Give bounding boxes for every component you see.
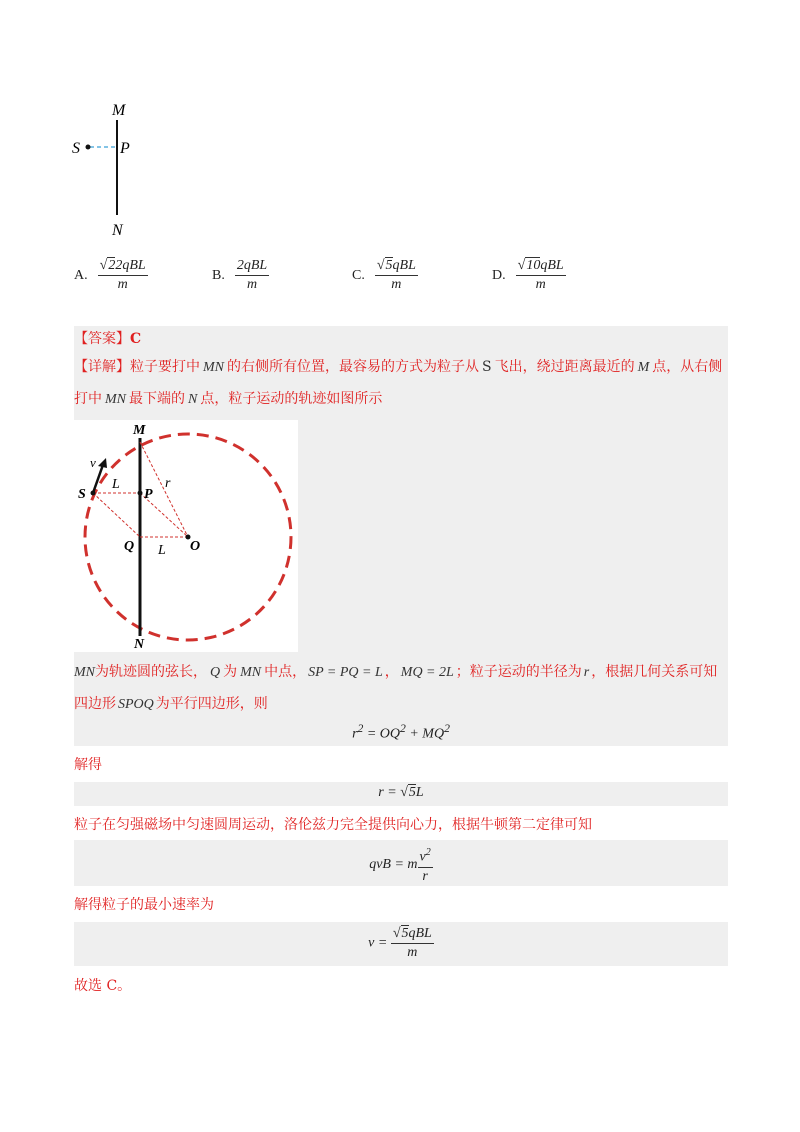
detail-line-2: 打中 MN 最下端的 N 点，粒子运动的轨迹如图所示	[74, 391, 383, 407]
label-s: S	[72, 140, 80, 157]
equation-r-squared: $r^2 = OQ^2 + MQ^2$	[352, 722, 450, 742]
solve-label-2: 解得粒子的最小速率为	[74, 897, 214, 913]
trajectory-diagram	[74, 420, 298, 652]
diagram-label-l1: L	[112, 477, 120, 492]
detail-tag: 【详解】	[74, 359, 130, 375]
diagram-label-q: Q	[124, 539, 135, 554]
option-a	[74, 258, 148, 293]
option-b-fraction: $\frac{\text{2qBL}}{m}$	[236, 258, 268, 292]
diagram-label-m: M	[133, 423, 146, 438]
equation-r: r = √5L	[378, 785, 424, 800]
label-p: P	[120, 140, 130, 157]
velocity-arrowhead	[98, 458, 107, 468]
explain-line-1: MN为轨迹圆的弦长， Q 为 MN 中点， SP = PQ = L ， MQ = 2L ；粒子运动的半径为 r ，根据几何关系可知	[74, 664, 718, 680]
diagram-band	[298, 420, 728, 652]
answer-line	[74, 328, 141, 350]
option-c-letter: C.	[352, 267, 365, 283]
answer-value: C	[130, 331, 142, 347]
option-b-letter: B.	[212, 267, 225, 283]
diagram-label-r: r	[165, 476, 171, 491]
option-c-fraction: $\frac{\text{√5qBL}}{m}$	[376, 258, 416, 292]
explain-line-2: 四边形 SPOQ 为平行四边形，则	[74, 696, 268, 712]
option-b	[212, 258, 269, 293]
diagram-label-l2: L	[158, 543, 166, 558]
detail-line-1: 【详解】粒子要打中 MN 的右侧所有位置，最容易的方式为粒子从 S 飞出，绕过距离最近的 M 点，从右侧	[74, 359, 723, 375]
dash-sq	[93, 493, 140, 537]
point-p-diagram	[138, 491, 143, 496]
force-text: 粒子在匀强磁场中匀速圆周运动，洛伦兹力完全提供向心力，根据牛顿第二定律可知	[74, 817, 592, 833]
label-m: M	[112, 102, 126, 119]
equation-v: v = $\frac{\text{√5qBL}}{m}$	[368, 926, 432, 960]
option-d	[492, 258, 566, 293]
label-n: N	[112, 222, 123, 239]
option-d-letter: D.	[492, 267, 506, 283]
diagram-label-n: N	[134, 637, 145, 652]
option-c	[352, 258, 418, 293]
diagram-label-p: P	[144, 487, 153, 502]
point-s	[86, 145, 91, 150]
point-s-diagram	[91, 491, 96, 496]
diagram-label-v: v	[90, 455, 96, 470]
diagram-label-s: S	[78, 487, 86, 502]
option-a-fraction: $\frac{\text{√22qBL}}{m}$	[99, 258, 146, 292]
diagram-label-o: O	[190, 539, 201, 554]
solve-label-1: 解得	[74, 757, 102, 773]
problem-figure	[60, 95, 150, 245]
option-a-letter: A.	[74, 267, 88, 283]
option-d-fraction: $\frac{\text{√10qBL}}{m}$	[517, 258, 564, 292]
answer-tag: 【答案】	[74, 331, 130, 347]
equation-qvb: qvB = m $\frac{v^2}{r}$	[369, 847, 431, 884]
final-answer: 故选 C。	[74, 978, 132, 994]
